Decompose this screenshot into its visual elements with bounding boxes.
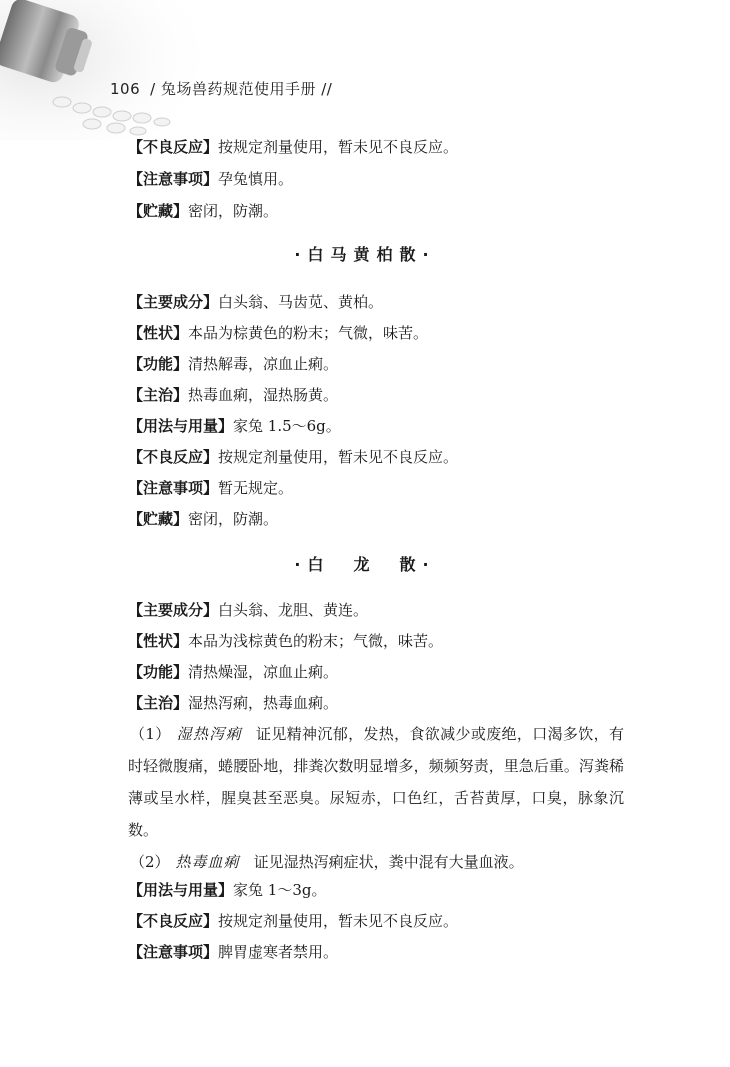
entry-label: 【性状】 xyxy=(128,632,189,650)
entry-properties xyxy=(128,631,443,651)
entry-storage xyxy=(128,509,278,529)
section-title-bailong-san: ·白 龙 散· xyxy=(294,555,436,574)
entry-dosage xyxy=(128,880,326,900)
running-header xyxy=(110,78,332,99)
entry-text: 暂无规定。 xyxy=(218,479,294,497)
entry-text: 本品为浅棕黄色的粉末；气微，味苦。 xyxy=(188,632,444,650)
entry-main-ingredients xyxy=(128,292,383,312)
entry-text: 白头翁、龙胆、黄连。 xyxy=(218,601,369,619)
entry-precautions xyxy=(128,478,293,498)
entry-main-ingredients xyxy=(128,600,368,620)
entry-label: 【不良反应】 xyxy=(128,138,219,156)
entry-label: 【主治】 xyxy=(128,694,189,712)
paragraph-heat-toxin-dysentery xyxy=(128,846,624,878)
entry-label: 【注意事项】 xyxy=(128,479,219,497)
entry-label: 【主要成分】 xyxy=(128,293,219,311)
entry-text: 孕兔慎用。 xyxy=(218,170,294,188)
entry-indications xyxy=(128,693,338,713)
paragraph-term: 湿热泻痢 xyxy=(176,725,242,743)
entry-text: 清热解毒，凉血止痢。 xyxy=(188,355,339,373)
entry-label: 【注意事项】 xyxy=(128,943,219,961)
entry-label: 【贮藏】 xyxy=(128,510,189,528)
section-title-baima-huangbo-san: ·白马黄柏散· xyxy=(294,245,436,264)
entry-text: 清热燥湿，凉血止痢。 xyxy=(188,663,339,681)
entry-label: 【不良反应】 xyxy=(128,448,219,466)
entry-function xyxy=(128,354,338,374)
paragraph-index: （2） xyxy=(130,853,170,871)
entry-text: 按规定剂量使用，暂未见不良反应。 xyxy=(218,138,459,156)
entry-label: 【功能】 xyxy=(128,355,189,373)
entry-label: 【主治】 xyxy=(128,386,189,404)
entry-label: 【主要成分】 xyxy=(128,601,219,619)
paragraph-text: 证见湿热泻痢症状，粪中混有大量血液。 xyxy=(253,853,524,871)
entry-precautions xyxy=(128,169,293,189)
book-title: / 兔场兽药规范使用手册 // xyxy=(150,80,333,98)
entry-text: 白头翁、马齿苋、黄柏。 xyxy=(218,293,384,311)
entry-properties xyxy=(128,323,428,343)
entry-text: 密闭，防潮。 xyxy=(188,202,279,220)
entry-adverse-reaction xyxy=(128,447,458,467)
entry-text: 家兔 1～3g。 xyxy=(233,881,327,899)
entry-function xyxy=(128,662,338,682)
entry-storage xyxy=(128,201,278,221)
entry-label: 【性状】 xyxy=(128,324,189,342)
entry-label: 【功能】 xyxy=(128,663,189,681)
entry-text: 按规定剂量使用，暂未见不良反应。 xyxy=(218,448,459,466)
entry-dosage xyxy=(128,416,341,436)
entry-label: 【用法与用量】 xyxy=(128,881,234,899)
entry-text: 湿热泻痢，热毒血痢。 xyxy=(188,694,339,712)
entry-text: 家兔 1.5～6g。 xyxy=(233,417,341,435)
entry-text: 脾胃虚寒者禁用。 xyxy=(218,943,339,961)
entry-text: 按规定剂量使用，暂未见不良反应。 xyxy=(218,912,459,930)
entry-adverse-reaction xyxy=(128,137,458,157)
paragraph-damp-heat-diarrhea xyxy=(128,718,624,846)
entry-label: 【不良反应】 xyxy=(128,912,219,930)
paragraph-index: （1） xyxy=(130,725,171,743)
paragraph-text: 证见精神沉郁，发热，食欲减少或废绝，口渴多饮，有时轻微腹痛，蜷腰卧地，排粪次数明显增多，频频努责，里急后重。泻粪稀薄或呈水样，腥臭甚至恶臭。尿短赤，口色红，舌苔黄厚，口臭，脉象沉数。 xyxy=(128,725,624,839)
entry-text: 本品为棕黄色的粉末；气微，味苦。 xyxy=(188,324,429,342)
entry-adverse-reaction xyxy=(128,911,458,931)
entry-indications xyxy=(128,385,338,405)
page-number: 106 xyxy=(110,80,141,98)
entry-text: 热毒血痢，湿热肠黄。 xyxy=(188,386,339,404)
entry-text: 密闭，防潮。 xyxy=(188,510,279,528)
paragraph-term: 热毒血痢 xyxy=(175,853,240,871)
entry-precautions xyxy=(128,942,338,962)
entry-label: 【注意事项】 xyxy=(128,170,219,188)
entry-label: 【贮藏】 xyxy=(128,202,189,220)
pill-bottle-image xyxy=(0,0,200,140)
entry-label: 【用法与用量】 xyxy=(128,417,234,435)
